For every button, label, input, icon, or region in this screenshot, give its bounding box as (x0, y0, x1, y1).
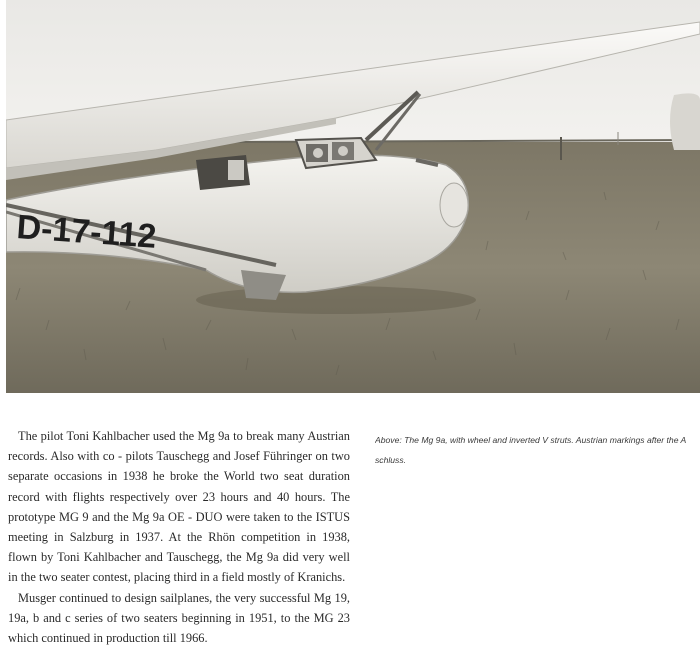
paragraph: The pilot Toni Kahlbacher used the Mg 9a to break many Austrian records. Also with co - pilots Tauschegg and Josef Führinger on two separate occasions in 1938 he broke the World two seat duration record with flights respectively over 23 hours and 40 hours. The prototype MG 9 and the Mg 9a OE - DUO were taken to the ISTUS meeting in Salzburg in 1937. At the Rhön competition in 1938, flown by Toni Kahlbacher and Tauschegg, the Mg 9a did very well in the two seater contest, placing third in a field mostly of Kranichs. (8, 429, 350, 585)
registration-marking: D-17-112 (15, 208, 158, 256)
body-text (8, 426, 350, 648)
photo-caption (375, 430, 700, 490)
glider-photo (6, 0, 700, 393)
paragraph: Musger continued to design sailplanes, the very successful Mg 19, 19a, b and c series of two seaters beginning in 1951, to the MG 23 which continued in production till 1966. (8, 590, 350, 646)
caption-line: Above: The Mg 9a, with wheel and inverted V struts. Austrian markings after the A (375, 435, 687, 445)
caption-line: schluss. (375, 455, 407, 465)
